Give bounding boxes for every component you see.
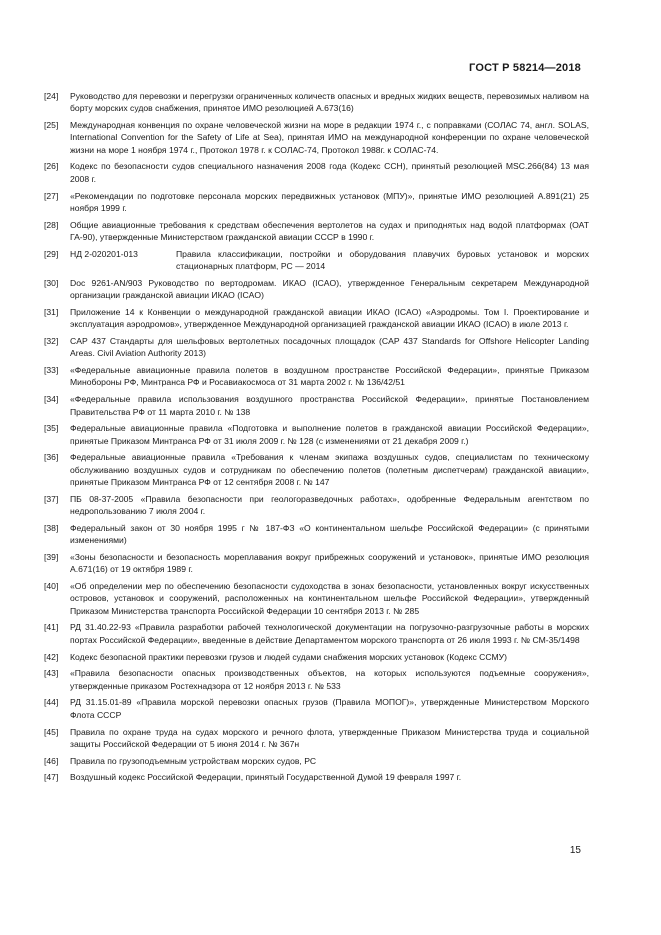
entry-text: Международная конвенция по охране человеческой жизни на море в редакции 1974 г., с поправками (СОЛАС 74, англ. SOLAS, International Convention for the Safety of Life at Sea), принятая ИМО на международной конференции по охране человеческой жизни на море 1 ноября 1974 г., Протокол 1978 г. к СОЛАС-74, Протокол 1988г. к СОЛАС-74. bbox=[70, 120, 589, 155]
bibliography-entry bbox=[44, 651, 589, 663]
bibliography-entry bbox=[44, 667, 589, 692]
bibliography-entry bbox=[44, 493, 589, 518]
entry-number: [29] bbox=[44, 248, 59, 259]
document-header: ГОСТ Р 58214—2018 bbox=[469, 62, 581, 74]
entry-number: [34] bbox=[44, 394, 59, 405]
entry-number: [35] bbox=[44, 423, 59, 434]
entry-number: [30] bbox=[44, 277, 59, 288]
entry-number: [47] bbox=[44, 772, 59, 783]
entry-number: [32] bbox=[44, 336, 59, 347]
entry-number: [45] bbox=[44, 726, 59, 737]
bibliography-entry bbox=[44, 771, 589, 783]
entry-text: CAP 437 Стандарты для шельфовых вертолетных посадочных площадок (CAP 437 Standards for Offshore Helicopter Landing Areas. Civil Aviation Authority 2013) bbox=[70, 336, 589, 359]
entry-text: РД 31.15.01-89 «Правила морской перевозки опасных грузов (Правила МОПОГ)», утвержденные Министерством Морского Флота СССР bbox=[70, 697, 589, 720]
bibliography-entry bbox=[44, 726, 589, 751]
entry-text: «Федеральные правила использования воздушного пространства Российской Федерации», принятые Постановлением Правительства РФ от 11 марта 2010 г. № 138 bbox=[70, 394, 589, 417]
entry-text: Общие авиационные требования к средствам обеспечения вертолетов на судах и приподнятых над водой платформах (ОАТ ГА-90), утвержденные Министерством гражданской авиации СССР в 1990 г. bbox=[70, 219, 589, 242]
bibliography-entry bbox=[44, 277, 589, 302]
bibliography-entry bbox=[44, 190, 589, 215]
bibliography-list bbox=[44, 90, 589, 788]
entry-text: «Зоны безопасности и безопасность мореплавания вокруг прибрежных сооружений и установок», принятые ИМО резолюция А.671(16) от 19 октября 1989 г. bbox=[70, 552, 589, 575]
page-number: 15 bbox=[569, 845, 581, 856]
entry-number: [44] bbox=[44, 697, 59, 708]
entry-body bbox=[70, 248, 589, 273]
entry-text: Правила классификации, постройки и оборудования плавучих буровых установок и морских стационарных платформ, РС — 2014 bbox=[176, 248, 589, 272]
entry-number: [25] bbox=[44, 120, 59, 131]
entry-text: «Об определении мер по обеспечению безопасности судоходства в зонах безопасности, установленных вокруг искусственных островов, установок и сооружений, расположенных на континентальном шельфе Российской Федерации», утвержденный Приказом Министерства транспорта Российской Федерации 10 сентября 2013 г. № 285 bbox=[70, 581, 589, 616]
entry-code: НД 2-020201-013 bbox=[70, 248, 138, 259]
bibliography-entry bbox=[44, 119, 589, 156]
bibliography-entry bbox=[44, 422, 589, 447]
bibliography-entry bbox=[44, 90, 589, 115]
bibliography-entry bbox=[44, 160, 589, 185]
entry-number: [46] bbox=[44, 755, 59, 766]
entry-text: Кодекс безопасной практики перевозки грузов и людей судами снабжения морских установок (Кодекс ССМУ) bbox=[70, 651, 507, 662]
entry-text: ПБ 08-37-2005 «Правила безопасности при геологоразведочных работах», одобренные Федеральным агентством по недропользованию 7 июля 2004 г. bbox=[70, 493, 589, 517]
bibliography-entry bbox=[44, 219, 589, 244]
bibliography-entry bbox=[44, 551, 589, 576]
entry-text: Федеральные авиационные правила «Требования к членам экипажа воздушных судов, специалистам по техническому обслуживанию воздушных судов и сотрудникам по обеспечению полетов (полетным диспетчерам) гражданской авиации», принятые Приказом Минтранса РФ от 12 сентября 2008 г. № 147 bbox=[70, 452, 589, 488]
entry-number: [28] bbox=[44, 219, 59, 230]
entry-number: [33] bbox=[44, 365, 59, 376]
entry-text: «Правила безопасности опасных производственных объектов, на которых используются подъемные сооружения», утвержденные приказом Ростехнадзора от 12 ноября 2013 г. № 533 bbox=[70, 668, 589, 691]
bibliography-entry bbox=[44, 621, 589, 646]
entry-number: [37] bbox=[44, 493, 59, 504]
entry-number: [40] bbox=[44, 581, 59, 592]
bibliography-entry bbox=[44, 248, 589, 273]
entry-number: [26] bbox=[44, 161, 59, 172]
entry-number: [41] bbox=[44, 622, 59, 633]
bibliography-entry bbox=[44, 522, 589, 547]
entry-number: [43] bbox=[44, 668, 59, 679]
entry-text: «Федеральные авиационные правила полетов в воздушном пространстве Российской Федерации», принятые Приказом Минобороны РФ, Минтранса РФ и Росавиакосмоса от 31 марта 2002 г. № 136/42/51 bbox=[70, 365, 589, 388]
entry-number: [36] bbox=[44, 452, 59, 463]
entry-text: Кодекс по безопасности судов специального назначения 2008 года (Кодекс ССН), принятый резолюцией MSC.266(84) 13 мая 2008 г. bbox=[70, 161, 589, 184]
entry-number: [38] bbox=[44, 522, 59, 533]
entry-text: Руководство для перевозки и перегрузки ограниченных количеств опасных и вредных жидких веществ, перевозимых наливом на борту морских судов снабжения, принятое ИМО резолюцией А.673(16) bbox=[70, 91, 589, 114]
bibliography-entry bbox=[44, 696, 589, 721]
bibliography-entry bbox=[44, 306, 589, 331]
bibliography-entry bbox=[44, 393, 589, 418]
entry-text: РД 31.40.22-93 «Правила разработки рабочей технологической документации на погрузочно-разгрузочные работы в морских портах Российской Федерации», введенные в действие Департаментом морского транспорта от 26 июля 1993 г. № СМ-35/1498 bbox=[70, 622, 589, 645]
entry-text: Приложение 14 к Конвенции о международной гражданской авиации ИКАО (ICAO) «Аэродромы. Том I. Проектирование и эксплуатация аэродромов», утвержденное Международной организацией гражданской авиации ИКАО (ICAO) в июле 2013 г. bbox=[70, 306, 589, 330]
bibliography-entry bbox=[44, 755, 589, 767]
entry-text: Doc 9261-AN/903 Руководство по вертодромам. ИКАО (ICAO), утвержденное Генеральным секретарем Международной организации гражданской авиации ИКАО (ICAO) bbox=[70, 277, 589, 301]
bibliography-entry bbox=[44, 451, 589, 488]
entry-number: [24] bbox=[44, 91, 59, 101]
bibliography-entry bbox=[44, 364, 589, 389]
bibliography-entry bbox=[44, 335, 589, 360]
entry-number: [31] bbox=[44, 306, 59, 317]
entry-text: «Рекомендации по подготовке персонала морских передвижных установок (МПУ)», принятые ИМО резолюцией А.891(21) 25 ноября 1999 г. bbox=[70, 190, 589, 213]
entry-text: Правила по грузоподъемным устройствам морских судов, РС bbox=[70, 755, 317, 766]
entry-text: Федеральный закон от 30 ноября 1995 г № 187-ФЗ «О континентальном шельфе Российской Федерации» (с принятыми изменениями) bbox=[70, 522, 589, 546]
entry-text: Федеральные авиационные правила «Подготовка и выполнение полетов в гражданской авиации Российской Федерации», принятые Приказом Минтранса РФ от 31 июля 2009 г. № 128 (с изменениями от 21 декабря 2009 г.) bbox=[70, 423, 589, 446]
entry-text: Воздушный кодекс Российской Федерации, принятый Государственной Думой 19 февраля 1997 г. bbox=[70, 772, 462, 783]
entry-number: [27] bbox=[44, 190, 59, 201]
entry-text: Правила по охране труда на судах морского и речного флота, утвержденные Приказом Министерства труда и социальной защиты Российской Федерации от 5 июня 2014 г. № 367н bbox=[70, 726, 589, 749]
bibliography-entry bbox=[44, 580, 589, 617]
entry-number: [39] bbox=[44, 552, 59, 562]
entry-number: [42] bbox=[44, 651, 59, 662]
